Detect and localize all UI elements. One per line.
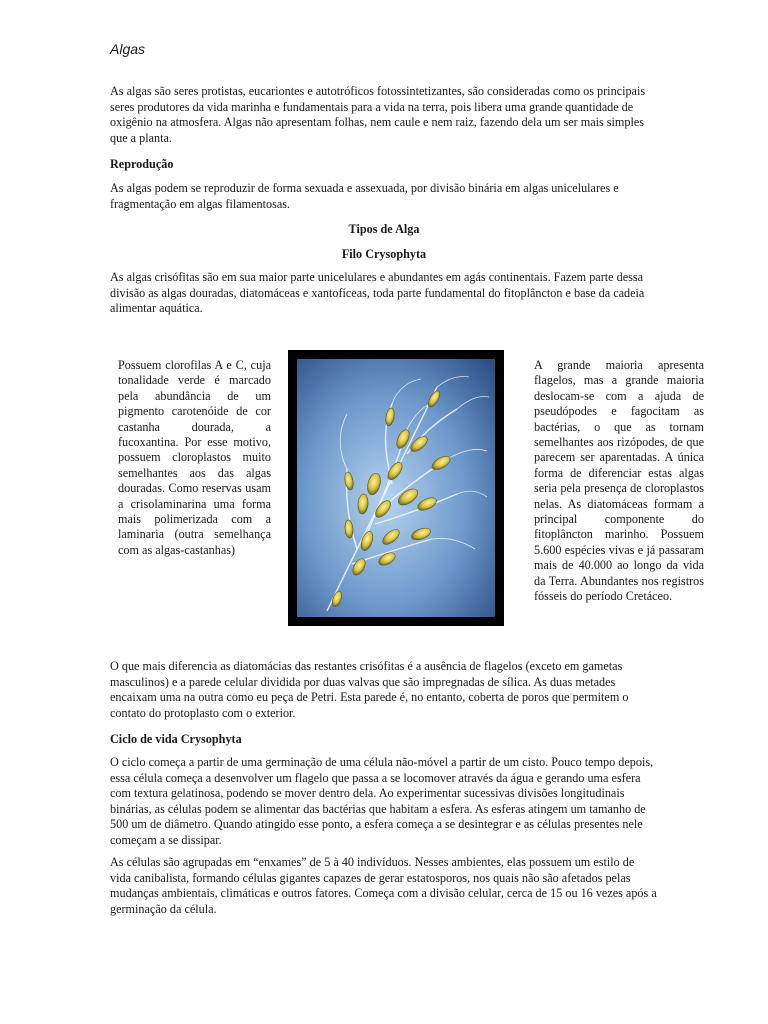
ciclo-paragraph: O ciclo começa a partir de uma germinação de uma célula não-móvel a partir de um cisto. Pouco tempo depois, essa célula começa a desenvolver um flagelo que passa a se locomover através da água e gerando uma esfera com textura gelatinosa, podendo se mover dentro dela. Ao experimentar sucessivas divisões longitudinais binárias, as células podem se alimentar das bactérias que habitam a esfera. As esferas atingem um tamanho de 500 um de diâmetro. Quando atingido esse ponto, a esfera começa a se desintegrar e as células presentes nele começam a se dissipar. bbox=[110, 755, 654, 847]
diatom-image bbox=[288, 350, 504, 626]
tipos-heading: Tipos de Alga bbox=[348, 222, 420, 236]
reproducao-paragraph: As algas podem se reproduzir de forma sexuada e assexuada, por divisão binária em algas unicelulares e fragmentação em algas filamentosas. bbox=[110, 181, 619, 211]
diatom-paragraph: O que mais diferencia as diatomácias das restantes crisófitas é a ausência de flagelos (exceto em gametas masculinos) e a parede celular dividida por duas valvas que são impregnadas de sílica. As duas metades encaixam uma na outra como eu peça de Petri. Esta parede é, no entanto, coberta de poros que permitem o contato do protoplasto com o exterior. bbox=[110, 659, 629, 720]
reproducao-heading: Reprodução bbox=[110, 157, 174, 171]
left-column-text: Possuem clorofilas A e C, cuja tonalidade verde é marcado pela abundância de um pigmento carotenóide de cor castanha dourada, a fucoxantina. Por esse motivo, possuem cloroplastos muito semelhantes aos das algas douradas. Como reservas usam a crisolaminarina uma forma mais polimerizada com a laminaria (outra semelhança com as algas-castanhas) bbox=[118, 358, 271, 557]
intro-paragraph: As algas são seres protistas, eucariontes e autotróficos fotossintetizantes, são consideradas como os principais seres produtores da vida marinha e fundamentais para a vida na terra, pois libera uma grande quantidade de oxigênio na atmosfera. Algas não apresentam folhas, nem caule e nem raiz, fazendo dela um ser mais simples que a planta. bbox=[110, 84, 646, 145]
diatom-colony-illustration bbox=[297, 359, 495, 617]
filo-heading: Filo Crysophyta bbox=[341, 247, 427, 261]
filo-paragraph: As algas crisófitas são em sua maior parte unicelulares e abundantes em agás continentais. Fazem parte dessa divisão as algas douradas, diatomáceas e xantofíceas, toda parte fundamental do fitoplâncton e base da cadeia alimentar aquática. bbox=[110, 270, 645, 316]
document-title: Algas bbox=[110, 41, 146, 57]
right-column-text: A grande maioria apresenta flagelos, mas a grande maioria deslocam-se com a ajuda de pseudópodes e fagocitam as bactérias, o que as tornam semelhantes aos rizópodes, de que parecem ser aparentadas. A única forma de diferenciar estas algas seria pela presença de cloroplastos nelas. As diatomáceas formam a principal componente do fitoplâncton marinho. Possuem 5.600 espécies vivas e já passaram mais de 40.000 ao longo da vida da Terra. Abundantes nos registros fósseis do período Cretáceo. bbox=[534, 358, 704, 604]
enxames-paragraph: As células são agrupadas em “enxames” de 5 à 40 indivíduos. Nesses ambientes, elas possuem um estilo de vida canibalista, formando células gigantes capazes de gerar estatosporos, nos quais não são afetados pelas mudanças ambientais, climáticas e outros fatores. Começa com a divisão celular, cerca de 15 ou 16 vezes após a germinação da célula. bbox=[110, 855, 657, 916]
ciclo-heading: Ciclo de vida Crysophyta bbox=[110, 732, 242, 746]
